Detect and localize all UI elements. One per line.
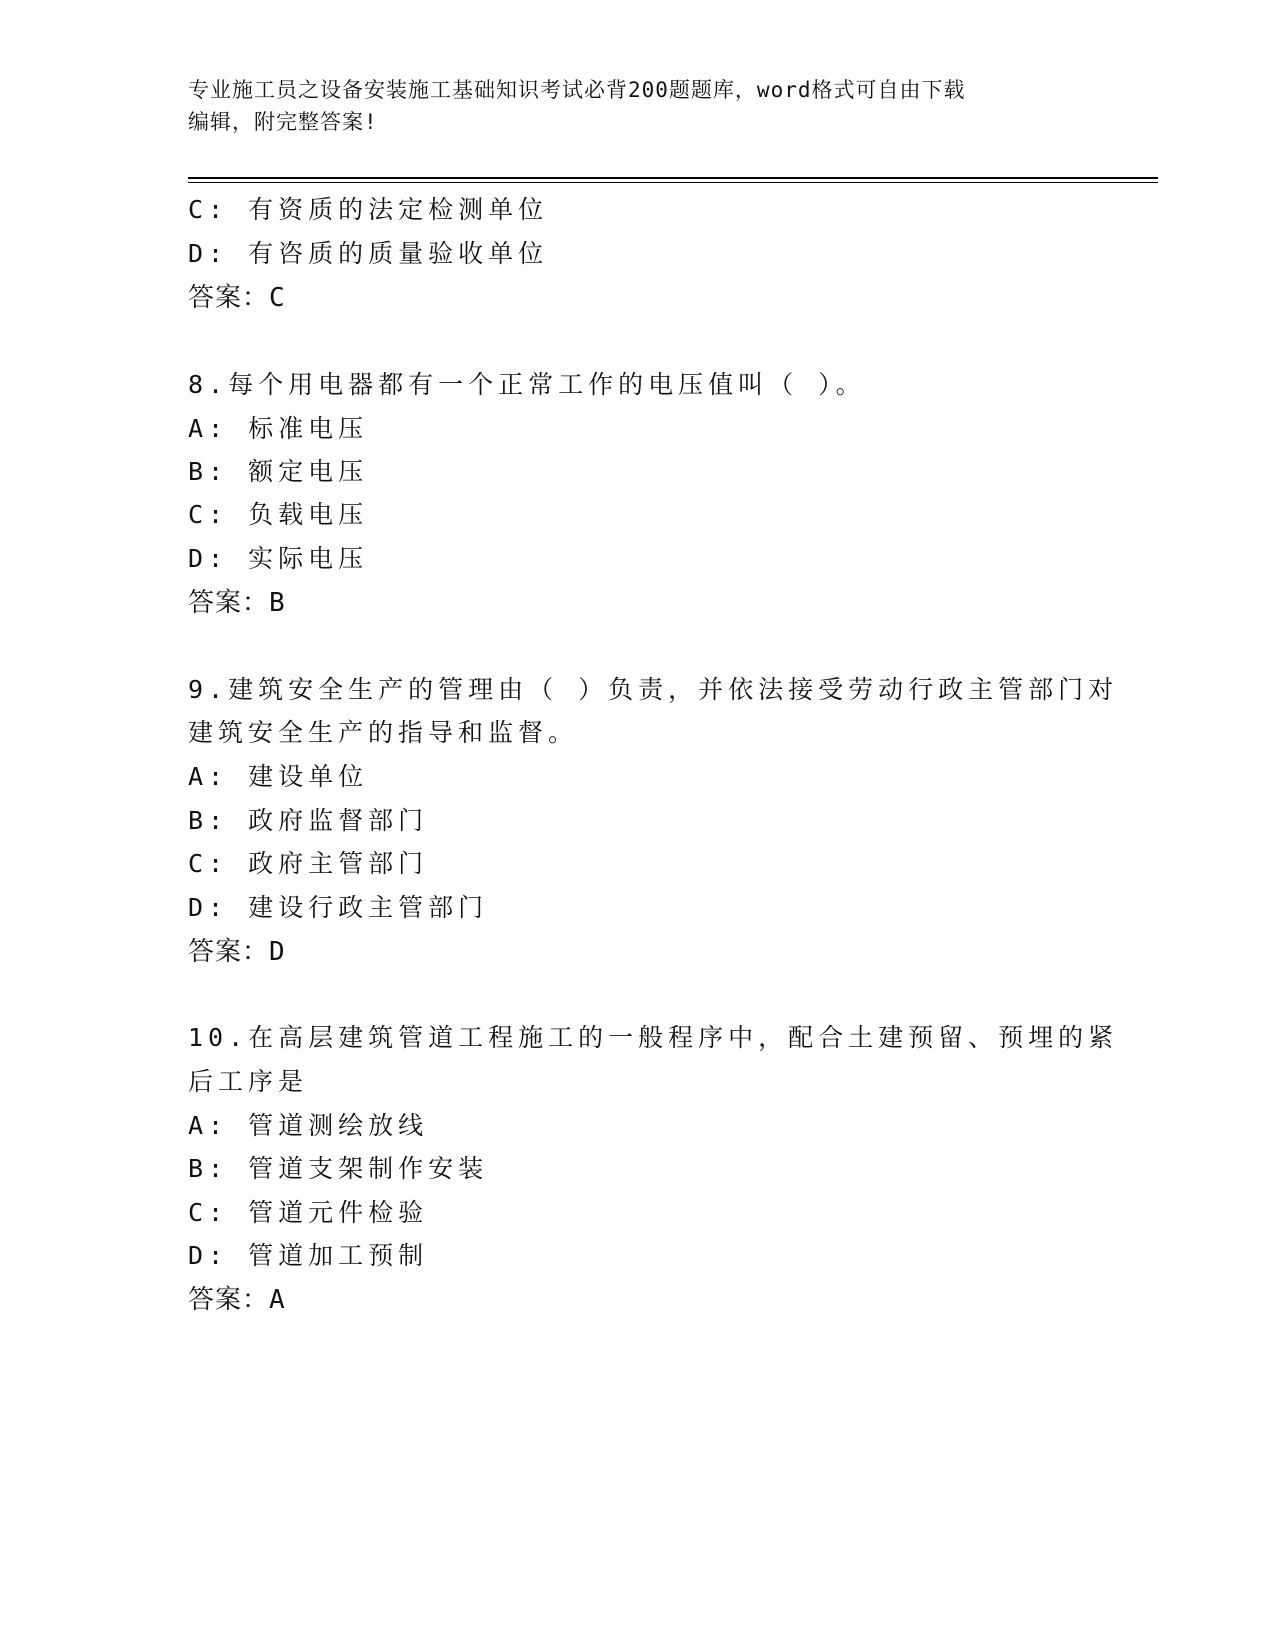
- q10-option-a: A: 管道测绘放线: [188, 1111, 429, 1140]
- header-divider-thick: [188, 177, 1158, 179]
- q8-option-c: C: 负载电压: [188, 500, 369, 529]
- header-title-line-1: 专业施工员之设备安装施工基础知识考试必背200题题库，word格式可自由下载: [188, 78, 966, 102]
- q9-option-d: D: 建设行政主管部门: [188, 893, 489, 922]
- q9-option-b: B: 政府监督部门: [188, 806, 429, 835]
- q8-answer: 答案：B: [188, 588, 286, 618]
- q10-option-c: C: 管道元件检验: [188, 1198, 429, 1227]
- q8-option-b: B: 额定电压: [188, 457, 369, 486]
- q9-option-c: C: 政府主管部门: [188, 849, 429, 878]
- q7-option-d: D: 有咨质的质量验收单位: [188, 239, 549, 268]
- q10-question-line-2: 后工序是: [188, 1067, 309, 1096]
- q10-answer: 答案：A: [188, 1285, 286, 1315]
- header-divider-thin: [188, 182, 1158, 183]
- q10-question-line-1: 10.在高层建筑管道工程施工的一般程序中，配合土建预留、预埋的紧: [188, 1023, 1119, 1052]
- header-title-line-2: 编辑，附完整答案!: [188, 110, 378, 134]
- q10-option-d: D: 管道加工预制: [188, 1241, 429, 1270]
- q9-question-line-2: 建筑安全生产的指导和监督。: [188, 718, 579, 747]
- q8-option-d: D: 实际电压: [188, 544, 369, 573]
- q9-question-line-1: 9.建筑安全生产的管理由（ ）负责，并依法接受劳动行政主管部门对: [188, 675, 1119, 704]
- q9-option-a: A: 建设单位: [188, 762, 369, 791]
- q7-option-c: C: 有资质的法定检测单位: [188, 195, 549, 224]
- q8-option-a: A: 标准电压: [188, 414, 369, 443]
- document-header: [188, 74, 1068, 138]
- q9-answer: 答案：D: [188, 937, 286, 967]
- q8-question: 8.每个用电器都有一个正常工作的电压值叫（ ）。: [188, 370, 866, 399]
- q10-option-b: B: 管道支架制作安装: [188, 1154, 489, 1183]
- q7-answer: 答案：C: [188, 283, 286, 313]
